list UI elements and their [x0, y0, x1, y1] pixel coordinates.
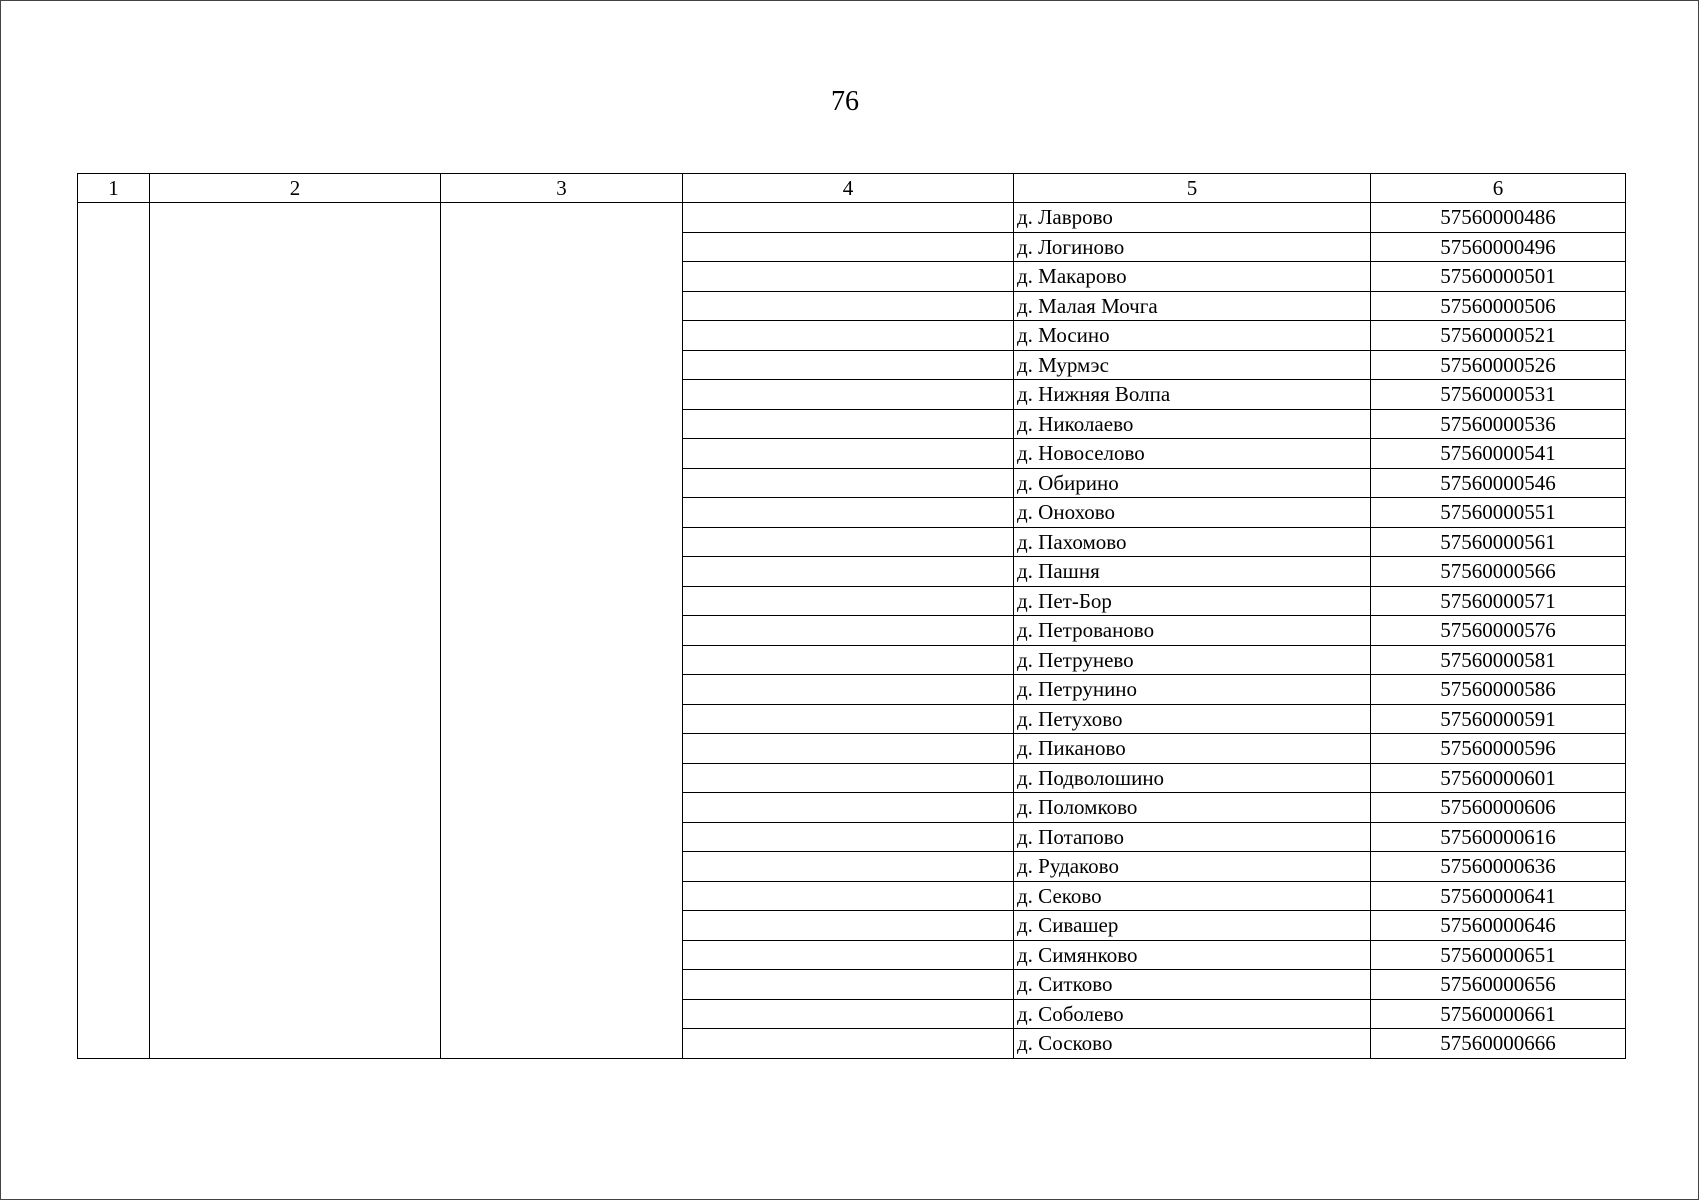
col-4-cell — [683, 675, 1014, 705]
col-4-cell — [683, 291, 1014, 321]
col-4-cell — [683, 940, 1014, 970]
col-4-cell — [683, 527, 1014, 557]
oktmo-code-cell: 57560000601 — [1371, 763, 1626, 793]
settlement-name-cell: д. Нижняя Волпа — [1014, 380, 1371, 410]
col-4-cell — [683, 586, 1014, 616]
col-4-cell — [683, 321, 1014, 351]
col-4-cell — [683, 380, 1014, 410]
col-4-cell — [683, 911, 1014, 941]
settlement-name-cell: д. Пиканово — [1014, 734, 1371, 764]
oktmo-code-cell: 57560000551 — [1371, 498, 1626, 528]
oktmo-code-cell: 57560000586 — [1371, 675, 1626, 705]
settlement-name-cell: д. Новоселово — [1014, 439, 1371, 469]
oktmo-code-cell: 57560000506 — [1371, 291, 1626, 321]
col-3-cell — [441, 203, 683, 1059]
settlement-name-cell: д. Малая Мочга — [1014, 291, 1371, 321]
settlement-name-cell: д. Пет-Бор — [1014, 586, 1371, 616]
settlements-table — [77, 173, 1626, 1059]
header-col-6: 6 — [1371, 174, 1626, 203]
settlement-name-cell: д. Логиново — [1014, 232, 1371, 262]
settlement-name-cell: д. Поломково — [1014, 793, 1371, 823]
col-4-cell — [683, 557, 1014, 587]
oktmo-code-cell: 57560000576 — [1371, 616, 1626, 646]
settlement-name-cell: д. Пашня — [1014, 557, 1371, 587]
settlement-name-cell: д. Симянково — [1014, 940, 1371, 970]
settlement-name-cell: д. Мурмэс — [1014, 350, 1371, 380]
oktmo-code-cell: 57560000536 — [1371, 409, 1626, 439]
page-number: 76 — [831, 86, 859, 117]
col-4-cell — [683, 881, 1014, 911]
settlement-name-cell: д. Соболево — [1014, 999, 1371, 1029]
col-4-cell — [683, 999, 1014, 1029]
oktmo-code-cell: 57560000591 — [1371, 704, 1626, 734]
settlement-name-cell: д. Николаево — [1014, 409, 1371, 439]
table-body — [78, 203, 1626, 1059]
header-col-3: 3 — [441, 174, 683, 203]
settlement-name-cell: д. Рудаково — [1014, 852, 1371, 882]
col-4-cell — [683, 262, 1014, 292]
oktmo-code-cell: 57560000641 — [1371, 881, 1626, 911]
settlement-name-cell: д. Лаврово — [1014, 203, 1371, 233]
oktmo-code-cell: 57560000531 — [1371, 380, 1626, 410]
col-4-cell — [683, 822, 1014, 852]
header-col-5: 5 — [1014, 174, 1371, 203]
col-4-cell — [683, 645, 1014, 675]
col-4-cell — [683, 793, 1014, 823]
oktmo-code-cell: 57560000561 — [1371, 527, 1626, 557]
col-4-cell — [683, 409, 1014, 439]
settlement-name-cell: д. Ситково — [1014, 970, 1371, 1000]
oktmo-code-cell: 57560000661 — [1371, 999, 1626, 1029]
oktmo-code-cell: 57560000501 — [1371, 262, 1626, 292]
settlement-name-cell: д. Петрованово — [1014, 616, 1371, 646]
oktmo-code-cell: 57560000546 — [1371, 468, 1626, 498]
col-4-cell — [683, 232, 1014, 262]
header-col-2: 2 — [150, 174, 441, 203]
col-4-cell — [683, 439, 1014, 469]
settlement-name-cell: д. Подволошино — [1014, 763, 1371, 793]
col-4-cell — [683, 468, 1014, 498]
col-4-cell — [683, 970, 1014, 1000]
col-1-cell — [78, 203, 150, 1059]
col-4-cell — [683, 704, 1014, 734]
settlement-name-cell: д. Секово — [1014, 881, 1371, 911]
settlement-name-cell: д. Мосино — [1014, 321, 1371, 351]
col-2-cell — [150, 203, 441, 1059]
settlement-name-cell: д. Сосково — [1014, 1029, 1371, 1059]
table-row — [78, 203, 1626, 233]
settlement-name-cell: д. Петрунино — [1014, 675, 1371, 705]
settlement-name-cell: д. Обирино — [1014, 468, 1371, 498]
col-4-cell — [683, 203, 1014, 233]
oktmo-code-cell: 57560000666 — [1371, 1029, 1626, 1059]
header-col-4: 4 — [683, 174, 1014, 203]
oktmo-code-cell: 57560000646 — [1371, 911, 1626, 941]
oktmo-code-cell: 57560000581 — [1371, 645, 1626, 675]
oktmo-code-cell: 57560000566 — [1371, 557, 1626, 587]
header-row — [78, 174, 1626, 203]
settlement-name-cell: д. Макарово — [1014, 262, 1371, 292]
oktmo-code-cell: 57560000616 — [1371, 822, 1626, 852]
col-4-cell — [683, 734, 1014, 764]
col-4-cell — [683, 1029, 1014, 1059]
oktmo-code-cell: 57560000541 — [1371, 439, 1626, 469]
col-4-cell — [683, 616, 1014, 646]
settlement-name-cell: д. Петухово — [1014, 704, 1371, 734]
oktmo-code-cell: 57560000521 — [1371, 321, 1626, 351]
oktmo-code-cell: 57560000496 — [1371, 232, 1626, 262]
settlement-name-cell: д. Сивашер — [1014, 911, 1371, 941]
col-4-cell — [683, 350, 1014, 380]
oktmo-code-cell: 57560000596 — [1371, 734, 1626, 764]
oktmo-code-cell: 57560000606 — [1371, 793, 1626, 823]
col-4-cell — [683, 498, 1014, 528]
col-4-cell — [683, 763, 1014, 793]
settlement-name-cell: д. Онохово — [1014, 498, 1371, 528]
oktmo-code-cell: 57560000486 — [1371, 203, 1626, 233]
settlement-name-cell: д. Петрунево — [1014, 645, 1371, 675]
oktmo-code-cell: 57560000636 — [1371, 852, 1626, 882]
oktmo-code-cell: 57560000526 — [1371, 350, 1626, 380]
oktmo-code-cell: 57560000656 — [1371, 970, 1626, 1000]
settlement-name-cell: д. Потапово — [1014, 822, 1371, 852]
oktmo-code-cell: 57560000651 — [1371, 940, 1626, 970]
settlement-name-cell: д. Пахомово — [1014, 527, 1371, 557]
header-col-1: 1 — [78, 174, 150, 203]
col-4-cell — [683, 852, 1014, 882]
oktmo-code-cell: 57560000571 — [1371, 586, 1626, 616]
